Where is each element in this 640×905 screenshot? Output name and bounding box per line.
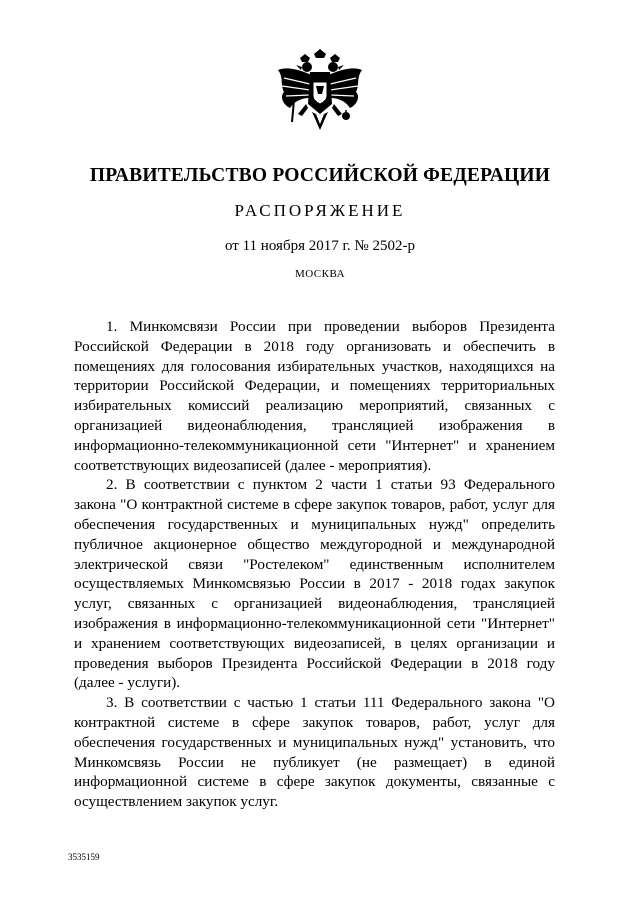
document-body xyxy=(74,317,555,812)
government-title: ПРАВИТЕЛЬСТВО РОССИЙСКОЙ ФЕДЕРАЦИИ xyxy=(89,165,551,186)
document-code: 3535159 xyxy=(68,852,100,862)
document-city: МОСКВА xyxy=(294,268,346,280)
document-date-number: от 11 ноября 2017 г. № 2502-р xyxy=(225,238,415,254)
paragraph-3: 3. В соответствии с частью 1 статьи 111 Федерального закона "О контрактной системе в сфере закупок товаров, работ, услуг для обеспечения государственных и муниципальных нужд" установить, что Минкомсвязь России не публикует (не размещает) в единой информационной системе в сфере закупок документы, связанные с осуществлением закупок услуг. xyxy=(74,694,555,811)
coat-of-arms-icon xyxy=(270,48,370,138)
paragraph-2: 2. В соответствии с пунктом 2 части 1 статьи 93 Федерального закона "О контрактной системе в сфере закупок товаров, работ, услуг для обеспечения государственных и муниципальных нужд" определить публичное акционерное общество междугородной и международной электрической связи "Ростелеком" единственным исполнителем осуществляемых Минкомсвязью России в 2017 - 2018 годах закупок услуг, связанных с организацией видеонаблюдения, трансляцией изображения в информационно-телекоммуникационной сети "Интернет" и хранением соответствующих видеозаписей, в целях организации и проведения выборов Президента Российской Федерации в 2018 году (далее - услуги). xyxy=(74,476,555,692)
document-type: РАСПОРЯЖЕНИЕ xyxy=(234,201,406,220)
paragraph-1: 1. Минкомсвязи России при проведении выборов Президента Российской Федерации в 2018 году организовать и обеспечить в помещениях для голосования избирательных участков, находящихся на территории Российской Федерации, и помещениях территориальных избирательных комиссий реализацию мероприятий, связанных с организацией видеонаблюдения, трансляцией изображения в информационно-телекоммуникационной сети "Интернет" и хранением соответствующих видеозаписей (далее - мероприятия). xyxy=(74,318,555,474)
